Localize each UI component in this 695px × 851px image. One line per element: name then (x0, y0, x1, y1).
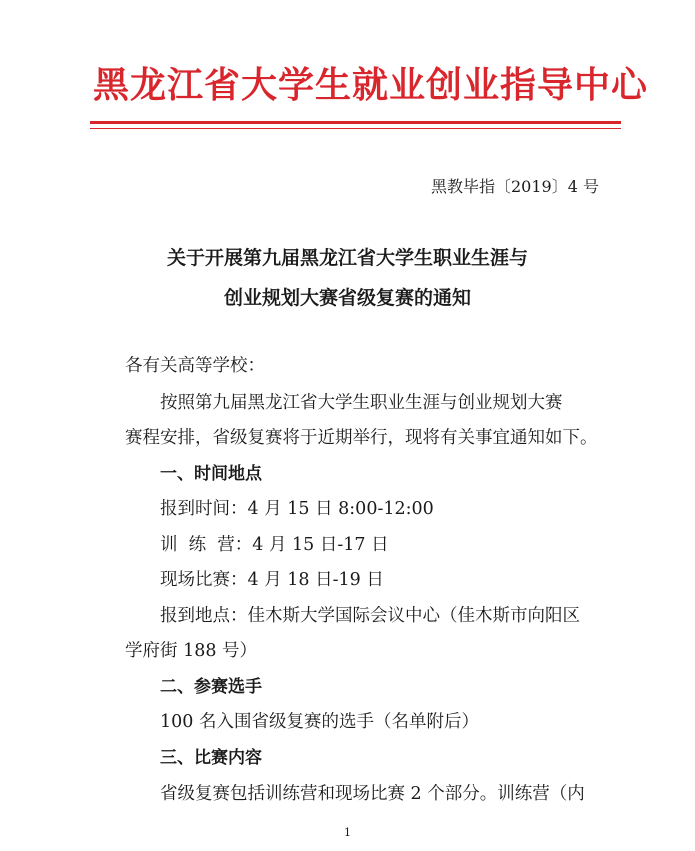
document-number: 黑教毕指〔2019〕4 号 (431, 177, 599, 196)
section-1-heading: 一、时间地点 (160, 464, 262, 484)
notice-title-line-2: 创业规划大赛省级复赛的通知 (223, 287, 471, 309)
intro-paragraph-line-1: 按照第九届黑龙江省大学生职业生涯与创业规划大赛 (160, 393, 563, 413)
competition-content-text: 省级复赛包括训练营和现场比赛 2 个部分。训练营（内 (160, 784, 585, 804)
section-3-heading: 三、比赛内容 (160, 748, 262, 768)
training-camp-dates: 训 练 营：4 月 15 日-17 日 (160, 535, 389, 555)
issuing-organization-title: 黑龙江省大学生就业创业指导中心 (93, 65, 649, 106)
salutation: 各有关高等学校： (125, 356, 265, 376)
participants-text: 100 名入围省级复赛的选手（名单附后） (160, 712, 479, 732)
header-red-rule-thick (90, 121, 621, 124)
intro-paragraph-line-2: 赛程安排，省级复赛将于近期举行，现将有关事宜通知如下。 (125, 428, 598, 448)
checkin-location-line-1: 报到地点：佳木斯大学国际会议中心（佳木斯市向阳区 (160, 606, 580, 626)
section-2-heading: 二、参赛选手 (160, 677, 262, 697)
checkin-location-line-2: 学府街 188 号） (125, 641, 258, 661)
checkin-time: 报到时间：4 月 15 日 8:00-12:00 (160, 499, 434, 519)
page-number: 1 (344, 826, 351, 839)
notice-title-line-1: 关于开展第九届黑龙江省大学生职业生涯与 (166, 247, 528, 269)
onsite-competition-dates: 现场比赛：4 月 18 日-19 日 (160, 570, 384, 590)
header-red-rule-thin (90, 128, 621, 129)
